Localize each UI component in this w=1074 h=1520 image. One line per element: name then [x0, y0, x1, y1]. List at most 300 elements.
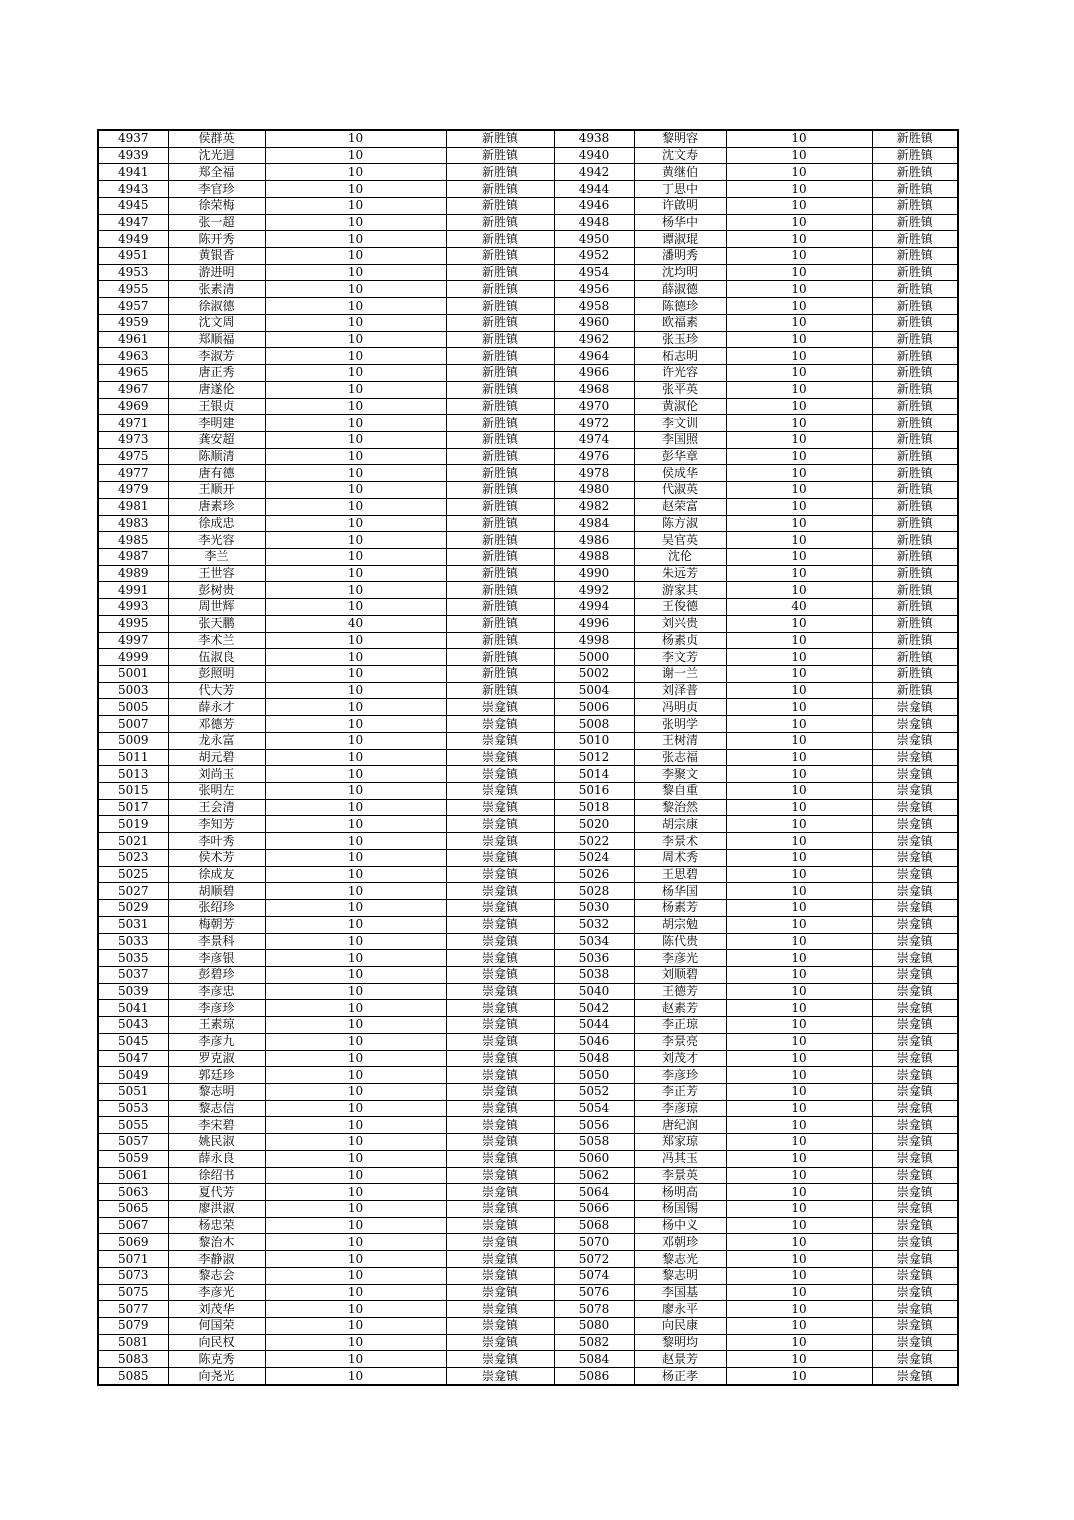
amount-cell: 10	[726, 950, 872, 967]
name-cell: 胡宗康	[634, 816, 726, 833]
amount-cell: 10	[726, 398, 872, 415]
town-cell: 新胜镇	[446, 465, 554, 482]
town-cell: 新胜镇	[872, 331, 958, 348]
id-cell: 5015	[98, 783, 168, 800]
amount-cell: 10	[265, 916, 446, 933]
id-cell: 4966	[554, 365, 634, 382]
name-cell: 李宋碧	[168, 1117, 265, 1134]
amount-cell: 10	[726, 582, 872, 599]
town-cell: 新胜镇	[872, 147, 958, 164]
table-row	[98, 883, 958, 900]
town-cell: 崇龛镇	[446, 716, 554, 733]
name-cell: 徐成友	[168, 866, 265, 883]
table-row	[98, 1301, 958, 1318]
amount-cell: 10	[265, 716, 446, 733]
id-cell: 5072	[554, 1251, 634, 1268]
amount-cell: 10	[265, 816, 446, 833]
id-cell: 5020	[554, 816, 634, 833]
name-cell: 彭树贵	[168, 582, 265, 599]
id-cell: 5044	[554, 1017, 634, 1034]
town-cell: 崇龛镇	[872, 1201, 958, 1218]
id-cell: 4962	[554, 331, 634, 348]
town-cell: 崇龛镇	[872, 1284, 958, 1301]
amount-cell: 10	[265, 1000, 446, 1017]
town-cell: 崇龛镇	[446, 1267, 554, 1284]
amount-cell: 10	[726, 716, 872, 733]
id-cell: 5071	[98, 1251, 168, 1268]
town-cell: 新胜镇	[446, 415, 554, 432]
name-cell: 刘茂华	[168, 1301, 265, 1318]
town-cell: 新胜镇	[872, 398, 958, 415]
amount-cell: 10	[726, 849, 872, 866]
amount-cell: 10	[726, 130, 872, 147]
town-cell: 新胜镇	[872, 632, 958, 649]
amount-cell: 40	[726, 599, 872, 616]
amount-cell: 10	[726, 699, 872, 716]
town-cell: 崇龛镇	[872, 950, 958, 967]
amount-cell: 10	[265, 498, 446, 515]
id-cell: 5039	[98, 983, 168, 1000]
table-row	[98, 264, 958, 281]
amount-cell: 10	[726, 498, 872, 515]
town-cell: 崇龛镇	[446, 900, 554, 917]
town-cell: 新胜镇	[446, 130, 554, 147]
amount-cell: 10	[265, 348, 446, 365]
amount-cell: 10	[726, 1150, 872, 1167]
name-cell: 李彦珍	[168, 1000, 265, 1017]
name-cell: 王德芳	[634, 983, 726, 1000]
amount-cell: 10	[265, 197, 446, 214]
amount-cell: 10	[726, 548, 872, 565]
id-cell: 4958	[554, 298, 634, 315]
name-cell: 李兰	[168, 548, 265, 565]
amount-cell: 10	[726, 1284, 872, 1301]
town-cell: 新胜镇	[446, 181, 554, 198]
id-cell: 5010	[554, 732, 634, 749]
town-cell: 崇龛镇	[872, 816, 958, 833]
id-cell: 5033	[98, 933, 168, 950]
name-cell: 李叶秀	[168, 833, 265, 850]
data-table	[97, 129, 959, 1386]
amount-cell: 10	[265, 1150, 446, 1167]
town-cell: 崇龛镇	[446, 1217, 554, 1234]
id-cell: 5064	[554, 1184, 634, 1201]
id-cell: 5074	[554, 1267, 634, 1284]
name-cell: 郑家琼	[634, 1134, 726, 1151]
id-cell: 4941	[98, 164, 168, 181]
name-cell: 王会清	[168, 799, 265, 816]
id-cell: 5034	[554, 933, 634, 950]
amount-cell: 10	[726, 348, 872, 365]
amount-cell: 10	[265, 1033, 446, 1050]
name-cell: 唐遂伦	[168, 381, 265, 398]
name-cell: 张素清	[168, 281, 265, 298]
name-cell: 黎明容	[634, 130, 726, 147]
amount-cell: 10	[265, 1167, 446, 1184]
amount-cell: 10	[265, 582, 446, 599]
name-cell: 王俊德	[634, 599, 726, 616]
town-cell: 新胜镇	[446, 649, 554, 666]
town-cell: 新胜镇	[446, 348, 554, 365]
id-cell: 4973	[98, 431, 168, 448]
table-row	[98, 983, 958, 1000]
name-cell: 薛永良	[168, 1150, 265, 1167]
amount-cell: 10	[726, 1334, 872, 1351]
id-cell: 4955	[98, 281, 168, 298]
name-cell: 李彦琼	[634, 1100, 726, 1117]
name-cell: 刘尚玉	[168, 766, 265, 783]
amount-cell: 10	[265, 281, 446, 298]
town-cell: 崇龛镇	[446, 1334, 554, 1351]
town-cell: 崇龛镇	[446, 883, 554, 900]
town-cell: 崇龛镇	[872, 866, 958, 883]
name-cell: 李术兰	[168, 632, 265, 649]
amount-cell: 10	[265, 331, 446, 348]
id-cell: 4980	[554, 482, 634, 499]
id-cell: 5009	[98, 732, 168, 749]
table-row	[98, 398, 958, 415]
amount-cell: 10	[726, 1017, 872, 1034]
town-cell: 新胜镇	[446, 482, 554, 499]
town-cell: 新胜镇	[446, 548, 554, 565]
amount-cell: 10	[726, 298, 872, 315]
id-cell: 5069	[98, 1234, 168, 1251]
town-cell: 新胜镇	[446, 147, 554, 164]
town-cell: 崇龛镇	[872, 933, 958, 950]
amount-cell: 10	[265, 1334, 446, 1351]
id-cell: 5085	[98, 1368, 168, 1385]
town-cell: 新胜镇	[446, 498, 554, 515]
amount-cell: 10	[726, 431, 872, 448]
town-cell: 崇龛镇	[446, 1100, 554, 1117]
table-row	[98, 515, 958, 532]
table-row	[98, 181, 958, 198]
name-cell: 沈伦	[634, 548, 726, 565]
id-cell: 5065	[98, 1201, 168, 1218]
town-cell: 崇龛镇	[446, 749, 554, 766]
name-cell: 胡元碧	[168, 749, 265, 766]
town-cell: 新胜镇	[446, 231, 554, 248]
name-cell: 许啟明	[634, 197, 726, 214]
town-cell: 崇龛镇	[446, 1000, 554, 1017]
town-cell: 新胜镇	[446, 431, 554, 448]
amount-cell: 10	[265, 883, 446, 900]
id-cell: 4976	[554, 448, 634, 465]
name-cell: 彭照明	[168, 666, 265, 683]
amount-cell: 10	[726, 1000, 872, 1017]
amount-cell: 10	[726, 1167, 872, 1184]
name-cell: 侯群英	[168, 130, 265, 147]
name-cell: 张志福	[634, 749, 726, 766]
table-row	[98, 849, 958, 866]
id-cell: 4938	[554, 130, 634, 147]
id-cell: 5066	[554, 1201, 634, 1218]
name-cell: 王世容	[168, 565, 265, 582]
name-cell: 刘顺碧	[634, 966, 726, 983]
name-cell: 郭廷珍	[168, 1067, 265, 1084]
table-row	[98, 1251, 958, 1268]
amount-cell: 10	[265, 1251, 446, 1268]
name-cell: 张明学	[634, 716, 726, 733]
amount-cell: 10	[726, 966, 872, 983]
town-cell: 崇龛镇	[446, 1284, 554, 1301]
name-cell: 代大芳	[168, 682, 265, 699]
name-cell: 代淑英	[634, 482, 726, 499]
town-cell: 新胜镇	[446, 599, 554, 616]
town-cell: 崇龛镇	[872, 1033, 958, 1050]
town-cell: 新胜镇	[872, 682, 958, 699]
amount-cell: 10	[726, 1251, 872, 1268]
town-cell: 崇龛镇	[872, 1351, 958, 1368]
id-cell: 4956	[554, 281, 634, 298]
town-cell: 新胜镇	[446, 448, 554, 465]
table-row	[98, 1267, 958, 1284]
amount-cell: 10	[726, 1083, 872, 1100]
amount-cell: 10	[265, 732, 446, 749]
id-cell: 4951	[98, 248, 168, 265]
amount-cell: 10	[265, 1318, 446, 1335]
amount-cell: 10	[726, 615, 872, 632]
table-row	[98, 1017, 958, 1034]
id-cell: 4995	[98, 615, 168, 632]
name-cell: 李景术	[634, 833, 726, 850]
id-cell: 5053	[98, 1100, 168, 1117]
town-cell: 崇龛镇	[446, 1033, 554, 1050]
id-cell: 5021	[98, 833, 168, 850]
town-cell: 新胜镇	[872, 565, 958, 582]
town-cell: 新胜镇	[872, 365, 958, 382]
name-cell: 彭华章	[634, 448, 726, 465]
amount-cell: 10	[265, 231, 446, 248]
town-cell: 新胜镇	[872, 532, 958, 549]
table-row	[98, 1167, 958, 1184]
table-row	[98, 281, 958, 298]
name-cell: 杨华中	[634, 214, 726, 231]
id-cell: 4940	[554, 147, 634, 164]
id-cell: 5007	[98, 716, 168, 733]
name-cell: 徐绍书	[168, 1167, 265, 1184]
amount-cell: 10	[726, 381, 872, 398]
id-cell: 5008	[554, 716, 634, 733]
name-cell: 李彦九	[168, 1033, 265, 1050]
id-cell: 4952	[554, 248, 634, 265]
amount-cell: 10	[726, 866, 872, 883]
id-cell: 4998	[554, 632, 634, 649]
town-cell: 崇龛镇	[446, 950, 554, 967]
name-cell: 黄继伯	[634, 164, 726, 181]
town-cell: 崇龛镇	[872, 883, 958, 900]
name-cell: 杨中义	[634, 1217, 726, 1234]
amount-cell: 10	[726, 732, 872, 749]
amount-cell: 10	[265, 933, 446, 950]
id-cell: 5077	[98, 1301, 168, 1318]
id-cell: 5003	[98, 682, 168, 699]
table-row	[98, 532, 958, 549]
amount-cell: 10	[265, 1050, 446, 1067]
amount-cell: 10	[265, 1100, 446, 1117]
town-cell: 崇龛镇	[872, 1083, 958, 1100]
id-cell: 5016	[554, 783, 634, 800]
amount-cell: 10	[265, 365, 446, 382]
id-cell: 5022	[554, 833, 634, 850]
town-cell: 崇龛镇	[446, 766, 554, 783]
id-cell: 4985	[98, 532, 168, 549]
amount-cell: 10	[726, 1368, 872, 1385]
amount-cell: 10	[726, 1351, 872, 1368]
amount-cell: 10	[726, 147, 872, 164]
name-cell: 罗克淑	[168, 1050, 265, 1067]
id-cell: 5017	[98, 799, 168, 816]
town-cell: 崇龛镇	[872, 966, 958, 983]
town-cell: 新胜镇	[446, 248, 554, 265]
town-cell: 崇龛镇	[446, 1167, 554, 1184]
id-cell: 4993	[98, 599, 168, 616]
town-cell: 崇龛镇	[872, 766, 958, 783]
amount-cell: 10	[726, 214, 872, 231]
amount-cell: 10	[265, 448, 446, 465]
id-cell: 4968	[554, 381, 634, 398]
id-cell: 4954	[554, 264, 634, 281]
town-cell: 崇龛镇	[446, 1351, 554, 1368]
id-cell: 5061	[98, 1167, 168, 1184]
id-cell: 5084	[554, 1351, 634, 1368]
name-cell: 黎志光	[634, 1251, 726, 1268]
amount-cell: 10	[726, 1134, 872, 1151]
name-cell: 向尧光	[168, 1368, 265, 1385]
amount-cell: 10	[726, 1234, 872, 1251]
name-cell: 李景亮	[634, 1033, 726, 1050]
id-cell: 5006	[554, 699, 634, 716]
amount-cell: 10	[726, 1117, 872, 1134]
amount-cell: 10	[726, 783, 872, 800]
amount-cell: 10	[726, 1033, 872, 1050]
table-row	[98, 214, 958, 231]
town-cell: 崇龛镇	[872, 1100, 958, 1117]
name-cell: 王思碧	[634, 866, 726, 883]
table-row	[98, 248, 958, 265]
id-cell: 5046	[554, 1033, 634, 1050]
town-cell: 新胜镇	[446, 565, 554, 582]
table-row	[98, 833, 958, 850]
id-cell: 4972	[554, 415, 634, 432]
name-cell: 王顺开	[168, 482, 265, 499]
name-cell: 周术秀	[634, 849, 726, 866]
amount-cell: 10	[726, 1050, 872, 1067]
town-cell: 崇龛镇	[872, 1334, 958, 1351]
amount-cell: 10	[726, 1318, 872, 1335]
name-cell: 李彦珍	[634, 1067, 726, 1084]
name-cell: 黄淑伦	[634, 398, 726, 415]
amount-cell: 10	[265, 983, 446, 1000]
town-cell: 崇龛镇	[446, 1050, 554, 1067]
amount-cell: 10	[726, 632, 872, 649]
table-row	[98, 331, 958, 348]
table-row	[98, 816, 958, 833]
amount-cell: 10	[726, 515, 872, 532]
amount-cell: 10	[265, 482, 446, 499]
town-cell: 崇龛镇	[446, 916, 554, 933]
table-row	[98, 716, 958, 733]
town-cell: 崇龛镇	[446, 1083, 554, 1100]
id-cell: 4979	[98, 482, 168, 499]
name-cell: 李聚文	[634, 766, 726, 783]
id-cell: 4946	[554, 197, 634, 214]
name-cell: 李光容	[168, 532, 265, 549]
name-cell: 伍淑良	[168, 649, 265, 666]
table-row	[98, 1000, 958, 1017]
id-cell: 5037	[98, 966, 168, 983]
id-cell: 4947	[98, 214, 168, 231]
id-cell: 4942	[554, 164, 634, 181]
name-cell: 游家其	[634, 582, 726, 599]
town-cell: 新胜镇	[446, 515, 554, 532]
amount-cell: 10	[726, 532, 872, 549]
town-cell: 新胜镇	[446, 532, 554, 549]
table-row	[98, 147, 958, 164]
id-cell: 4959	[98, 314, 168, 331]
town-cell: 崇龛镇	[446, 1301, 554, 1318]
name-cell: 周世辉	[168, 599, 265, 616]
name-cell: 侯术芳	[168, 849, 265, 866]
id-cell: 5027	[98, 883, 168, 900]
town-cell: 崇龛镇	[446, 799, 554, 816]
id-cell: 5082	[554, 1334, 634, 1351]
name-cell: 张天鹏	[168, 615, 265, 632]
amount-cell: 10	[265, 548, 446, 565]
town-cell: 新胜镇	[872, 164, 958, 181]
town-cell: 崇龛镇	[872, 1217, 958, 1234]
amount-cell: 10	[265, 833, 446, 850]
amount-cell: 10	[265, 214, 446, 231]
name-cell: 欧福素	[634, 314, 726, 331]
table-row	[98, 783, 958, 800]
amount-cell: 10	[726, 1184, 872, 1201]
amount-cell: 10	[265, 1234, 446, 1251]
amount-cell: 10	[726, 1100, 872, 1117]
town-cell: 崇龛镇	[872, 1318, 958, 1335]
town-cell: 崇龛镇	[446, 833, 554, 850]
town-cell: 新胜镇	[446, 632, 554, 649]
id-cell: 4970	[554, 398, 634, 415]
name-cell: 邓德芳	[168, 716, 265, 733]
table-row	[98, 1083, 958, 1100]
amount-cell: 10	[726, 565, 872, 582]
name-cell: 沈文寿	[634, 147, 726, 164]
town-cell: 崇龛镇	[872, 1050, 958, 1067]
table-row	[98, 900, 958, 917]
table-row	[98, 950, 958, 967]
id-cell: 4983	[98, 515, 168, 532]
town-cell: 新胜镇	[872, 231, 958, 248]
id-cell: 5038	[554, 966, 634, 983]
town-cell: 新胜镇	[446, 164, 554, 181]
amount-cell: 10	[265, 799, 446, 816]
name-cell: 杨素贞	[634, 632, 726, 649]
name-cell: 徐淑德	[168, 298, 265, 315]
id-cell: 4988	[554, 548, 634, 565]
town-cell: 崇龛镇	[872, 833, 958, 850]
id-cell: 5028	[554, 883, 634, 900]
id-cell: 5078	[554, 1301, 634, 1318]
id-cell: 4965	[98, 365, 168, 382]
amount-cell: 10	[726, 900, 872, 917]
town-cell: 崇龛镇	[446, 1150, 554, 1167]
name-cell: 杨正孝	[634, 1368, 726, 1385]
town-cell: 新胜镇	[872, 281, 958, 298]
id-cell: 4981	[98, 498, 168, 515]
name-cell: 杨忠荣	[168, 1217, 265, 1234]
town-cell: 崇龛镇	[872, 732, 958, 749]
